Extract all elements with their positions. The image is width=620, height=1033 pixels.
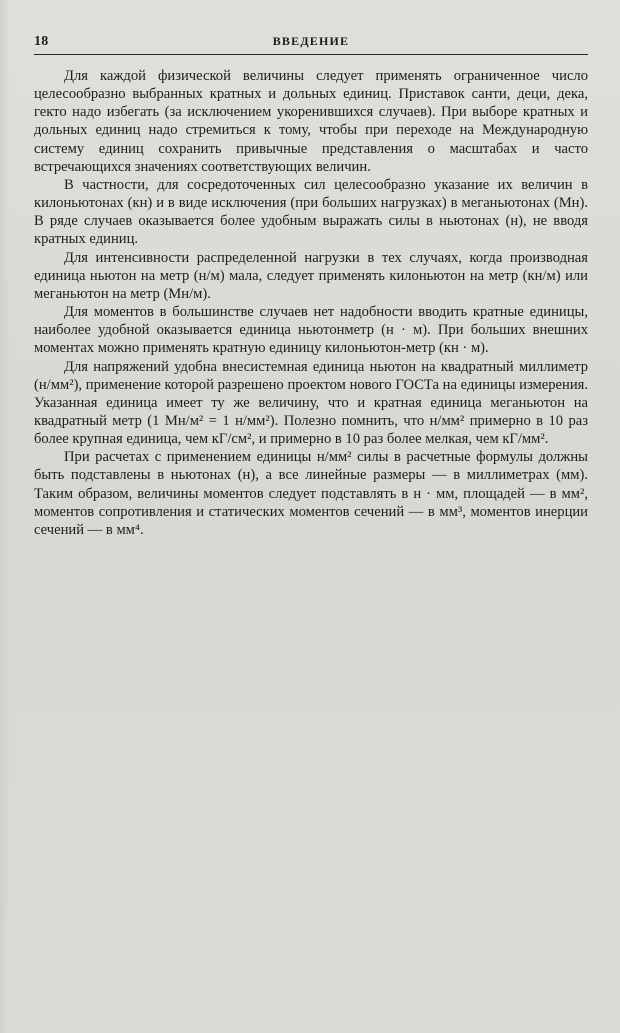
body-text [34,67,588,539]
paragraph: Для моментов в большинстве случаев нет надобности вводить кратные единицы, наиболее удобной оказывается единица ньютонметр (н · м). При больших внешних моментах можно применять кратную единицу килоньютон-метр (кн · м). [34,304,588,357]
header-rule [34,54,588,55]
page-edge-shadow [0,0,10,1033]
page-header [34,34,588,52]
paragraph: Для каждой физической величины следует применять ограниченное число целесообразно выбранных кратных и дольных единиц. Приставок санти, деци, дека, гекто надо избегать (за исключением укоренившихся случаев). При выборе кратных и дольных единиц надо стремиться к тому, чтобы при переходе на Международную систему единиц сохранить привычные представления о масштабах и часто встречающихся значениях соответствующих величин. [34,68,588,175]
paragraph: При расчетах с применением единицы н/мм² силы в расчетные формулы должны быть подставлены в ньютонах (н), а все линейные размеры — в миллиметрах (мм). Таким образом, величины моментов следует подставлять в н · мм, площадей — в мм², моментов сопротивления и статических моментов сечений — в мм³, моментов инерции сечений — в мм⁴. [34,449,588,538]
page-number: 18 [34,34,49,49]
paragraph: Для интенсивности распределенной нагрузки в тех случаях, когда производная единица ньютон на метр (н/м) мала, следует применять килоньютон на метр (кн/м) или меганьютон на метр (Мн/м). [34,249,588,302]
paragraph: Для напряжений удобна внесистемная единица ньютон на квадратный миллиметр (н/мм²), применение которой разрешено проектом нового ГОСТа на единицы измерения. Указанная единица имеет ту же величину, что и кратная единица меганьютон на квадратный метр (1 Мн/м² = 1 н/мм²). Полезно помнить, что н/мм² примерно в 10 раз более крупная единица, чем кГ/см², и примерно в 10 раз более мелкая, чем кГ/мм². [34,358,588,448]
paragraph: В частности, для сосредоточенных сил целесообразно указание их величин в килоньютонах (кн) и в виде исключения (при больших нагрузках) в меганьютонах (Мн). В ряде случаев оказывается более удобным выражать силы в ньютонах (н), не вводя кратных единиц. [34,176,588,248]
running-head: ВВЕДЕНИЕ [272,34,350,48]
